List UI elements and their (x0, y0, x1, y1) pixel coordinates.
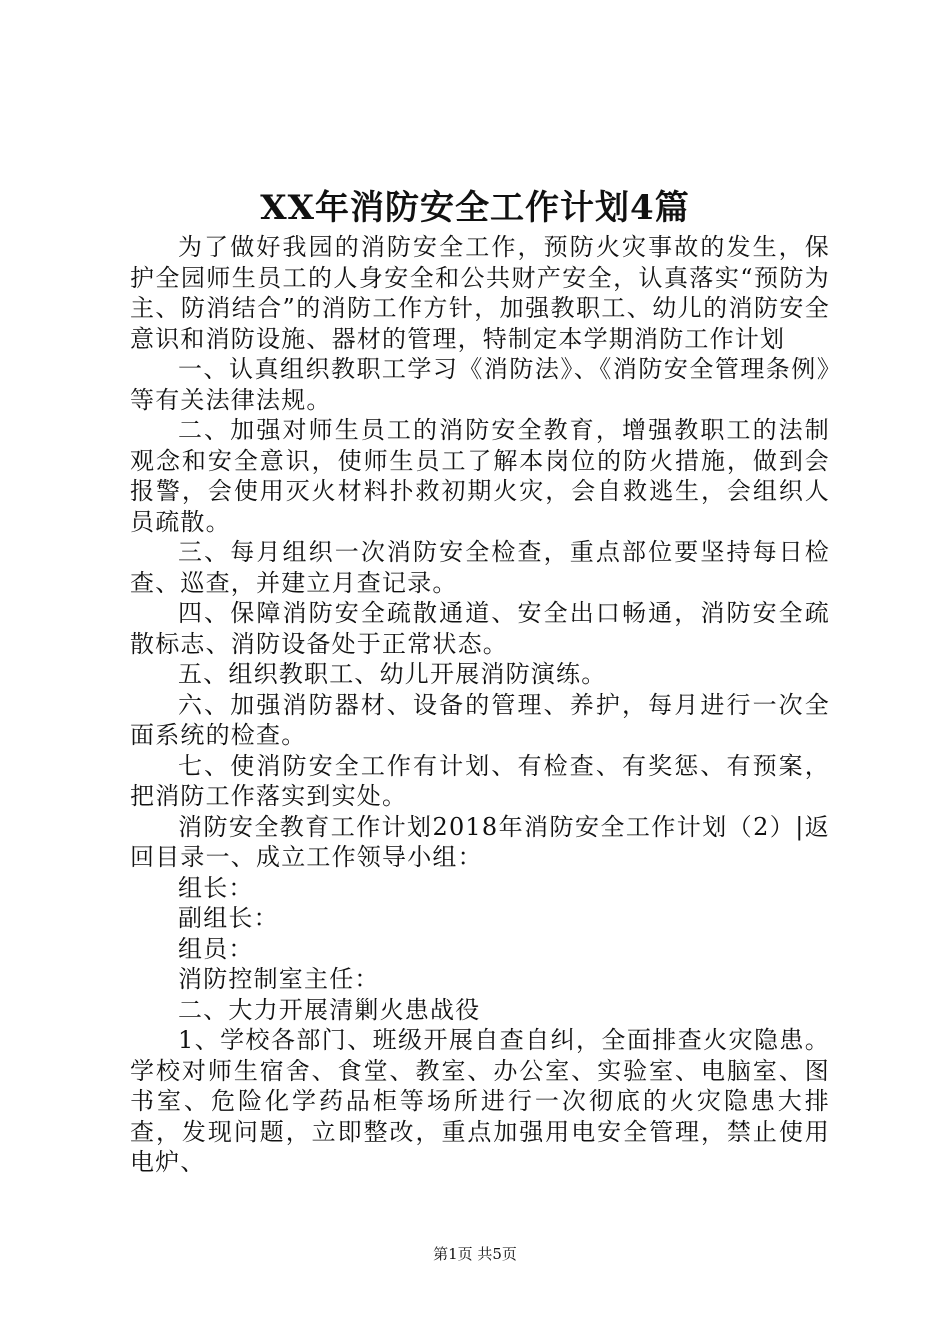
paragraph-campaign-heading: 二、大力开展清剿火患战役 (178, 995, 481, 1024)
paragraph-item-3: 三、每月组织一次消防安全检查，重点部位要坚持每日检查、巡查，并建立月查记录。 (130, 538, 830, 597)
paragraph-item-5: 五、组织教职工、幼儿开展消防演练。 (178, 660, 607, 688)
paragraph-control-room-director: 消防控制室主任： (178, 965, 380, 993)
paragraph-section-2: 消防安全教育工作计划2018年消防安全工作计划（2）|返回目录一、成立工作领导小组： (130, 812, 830, 871)
paragraph-item-7: 七、使消防安全工作有计划、有检查、有奖惩、有预案，把消防工作落实到实处。 (130, 751, 830, 810)
paragraph-members: 组员： (178, 934, 254, 963)
document-title: XX年消防安全工作计划4篇 (260, 188, 690, 228)
paragraph-intro: 为了做好我园的消防安全工作，预防火灾事故的发生，保护全园师生员工的人身安全和公共财产安全，认真落实“预防为主、防消结合”的消防工作方针，加强教职工、幼儿的消防安全意识和消防设施、器材的管理，特制定本学期消防工作计划 (130, 233, 830, 353)
paragraph-item-4: 四、保障消防安全疏散通道、安全出口畅通，消防安全疏散标志、消防设备处于正常状态。 (130, 599, 830, 658)
document-body (130, 232, 830, 1178)
paragraph-item-2: 二、加强对师生员工的消防安全教育，增强教职工的法制观念和安全意识，使师生员工了解本岗位的防火措施，做到会报警，会使用灭火材料扑救初期火灾，会自救逃生，会组织人员疏散。 (130, 416, 830, 536)
page-footer: 第1页 共5页 (433, 1245, 517, 1263)
paragraph-leader: 组长： (178, 873, 254, 902)
paragraph-item-6: 六、加强消防器材、设备的管理、养护，每月进行一次全面系统的检查。 (130, 690, 830, 749)
paragraph-deputy-leader: 副组长： (178, 904, 279, 932)
paragraph-campaign-item-1: 1、学校各部门、班级开展自查自纠，全面排查火灾隐患。学校对师生宿舍、食堂、教室、办公室、实验室、电脑室、图书室、危险化学药品柜等场所进行一次彻底的火灾隐患大排查，发现问题，立即整改，重点加强用电安全管理，禁止使用电炉、 (130, 1026, 830, 1176)
paragraph-item-1: 一、认真组织教职工学习《消防法》、《消防安全管理条例》等有关法律法规。 (130, 355, 830, 414)
